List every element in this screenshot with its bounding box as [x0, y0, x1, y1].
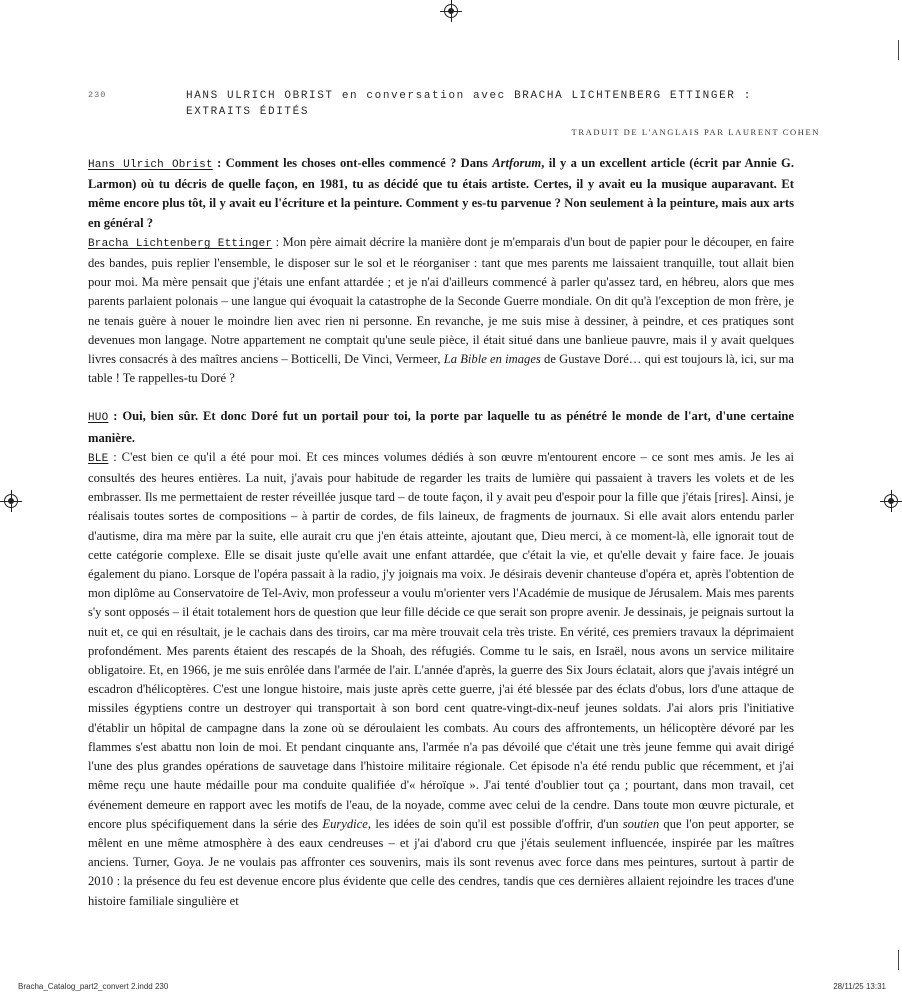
running-head-subtitle: EXTRAITS ÉDITÉS — [186, 106, 310, 118]
text-run: Comment les choses ont-elles commencé ? Dans — [225, 156, 493, 170]
speaker-ettinger: Bracha Lichtenberg Ettinger — [88, 237, 273, 250]
translator-credit: TRADUIT DE L'ANGLAIS PAR LAURENT COHEN — [571, 127, 820, 137]
running-head-colon: : — [735, 90, 752, 102]
registration-mark-left — [4, 494, 18, 508]
registration-mark-top — [444, 4, 458, 18]
text-run: que l'on peut apporter, se mêlent en une même atmosphère à des eaux cendreuses – et j'ai d'abord cru que j'étais seulement influencée, inspirée par les maîtres anciens. Turner, Goya. Je ne voulais pas affronter ces souvenirs, mais ils sont revenus avec force dans mes peintures, surtout à partir de 2010 : la présence du feu est devenue encore plus évidente que celle des cendres, tandis que ces dernières allaient rejoindre les traces d'une histoire familiale singulière et — [88, 816, 794, 908]
separator: : — [272, 234, 283, 249]
crop-mark-top-right — [898, 40, 899, 60]
running-head — [186, 88, 806, 120]
page-number: 230 — [88, 90, 107, 100]
speaker-huo: HUO — [88, 412, 109, 425]
running-head-connector: en conversation avec — [333, 90, 515, 102]
interview-body — [88, 154, 794, 911]
print-slug-file: Bracha_Catalog_part2_convert 2.indd 230 — [18, 982, 169, 991]
text-run: , il y a un excellent article (écrit par Annie G. Larmon) où tu décris de quelle façon, en 1981, tu as décidé que tu étais artiste. Certes, il y avait eu la musique auparavant. Et même encore plus tôt, il y avait eu l'écriture et la peinture. Comment y es-tu parvenue ? Non seulement à la peinture, mais aux arts en général ? — [88, 156, 794, 230]
separator: : — [212, 156, 226, 170]
question-1 — [88, 154, 794, 233]
text-run: de Gustave Doré… qui est toujours là, ici, sur ma table ! Te rappelles-tu Doré ? — [88, 352, 794, 386]
separator: : — [108, 409, 123, 424]
text-run: , les idées de soin qu'il est possible d'offrir, d'un — [367, 816, 623, 831]
speaker-obrist: Hans Ulrich Obrist — [88, 159, 213, 171]
italic-title: Artforum — [492, 156, 542, 170]
question-2 — [88, 407, 794, 447]
separator: : — [108, 449, 122, 464]
text-run: Mon père aimait décrire la manière dont je m'emparais d'un bout de papier pour le découper, en faire des bandes, puis replier l'ensemble, le disposer sur le sol et le réorganiser : tant que mes parents me laissaient tranquille, tout allait bien pour moi. Ma mère pensait que j'étais une enfant attardée ; et je n'ai d'ailleurs commencé à parler qu'assez tard, en hébreu, alors que mes parents parlaient polonais – une langue qui évoquait la catastrophe de la Seconde Guerre mondiale. On dit qu'à l'exception de mon frère, je ne tenais guère à nouer le moindre lien avec rien ni personne. En revanche, je me suis mise à dessiner, à peindre, et ces pratiques sont devenues mon langage. Notre appartement ne comptait qu'une seule pièce, il était situé dans une banlieue pauvre, mais il y avait quelques livres consacrés à des maîtres anciens – Botticelli, De Vinci, Vermeer, — [88, 234, 794, 367]
text-run: C'est bien ce qu'il a été pour moi. Et ces minces volumes dédiés à son œuvre m'entourent encore – ce sont mes amis. Je les ai consultés des heures entières. La nuit, j'avais pour habitude de regarder les traits de lumière qui passaient à travers les volets et de les embrasser. Ils me permettaient de rester réveillée jusque tard – de toute façon, il y avait peu d'espoir pour la fille que j'étais [rires]. Ainsi, je réalisais toutes sortes de compositions – à partir de cordes, de fils laineux, de fragments de journaux. Si elle avait alors entendu parler d'autisme, dira ma mère par la suite, elle aurait cru que j'en étais atteinte, ajoutant que, Dieu merci, à ce moment-là, elle ignorait tout de cette catégorie complexe. Elle se disait juste qu'elle avait une enfant attardée, que c'était la vie, et qu'elle devait y faire face. Je jouais également du piano. Lorsque de l'opéra passait à la radio, j'y joignais ma voix. Je désirais devenir chanteuse d'opéra et, après l'obtention de mon diplôme au Conservatoire de Tel-Aviv, mon professeur a voulu m'orienter vers l'Académie de musique de Jérusalem. Mais mes parents s'y sont opposés – il était totalement hors de question que leur fille décide ce que serait son propre avenir. Je dessinais, je peignais surtout la nuit et, ce qui en résultait, je le cachais dans des tiroirs, car ma mère trouvait cela très triste. En vérité, ces premiers travaux la déprimaient profondément. Mes parents étaient des rescapés de la Shoah, des réfugiés. Comme tu le sais, en Israël, nous avons un service militaire obligatoire. Et, en 1966, je me suis enrôlée dans l'armée de l'air. L'année d'après, la guerre des Six Jours éclatait, alors que j'avais intégré un escadron d'hélicoptères. C'est une longue histoire, mais juste après cette guerre, j'ai été blessée par des éclats d'obus, lors d'une attaque de missiles égyptiens contre un destroyer qui transportait à son bord cent quatre-vingt-dix-neuf jeunes soldats. J'ai alors pris l'initiative d'établir un hôpital de campagne dans la zone où se déroulaient les combats. Au cours des affrontements, un hélicoptère dévoré par les flammes s'est abattu non loin de moi. Et pendant cinquante ans, l'armée n'a pas dévoilé que c'était une très jeune femme qui avait dirigé l'une des plus grandes opérations de sauvetage dans l'histoire militaire régionale. Cet épisode n'a été rendu public que récemment, et j'ai même reçu une haute médaille pour ma conduite qualifiée d'« héroïque ». J'ai tenté d'oublier tout ça ; pourtant, dans mon travail, cet événement demeure en rapport avec les motifs de l'eau, de la noyade, comme avec celui de la cendre. Dans toute mon œuvre picturale, et encore plus spécifiquement dans la série des — [88, 449, 794, 831]
question-text: Oui, bien sûr. Et donc Doré fut un portail pour toi, la porte par laquelle tu as pénétré le monde de l'art, d'une certaine manière. — [88, 409, 794, 445]
registration-mark-right — [884, 494, 898, 508]
italic-title: Eurydice — [322, 816, 368, 831]
answer-1 — [88, 233, 794, 389]
italic-word: soutien — [622, 816, 660, 831]
italic-title: La Bible en images — [443, 352, 541, 367]
running-head-author: HANS ULRICH OBRIST — [186, 90, 334, 102]
speaker-ble: BLE — [88, 452, 109, 465]
crop-mark-bottom-right — [898, 950, 899, 970]
print-slug-date: 28/11/25 13:31 — [833, 982, 886, 991]
answer-2 — [88, 448, 794, 911]
running-head-subject: BRACHA LICHTENBERG ETTINGER — [514, 90, 736, 102]
